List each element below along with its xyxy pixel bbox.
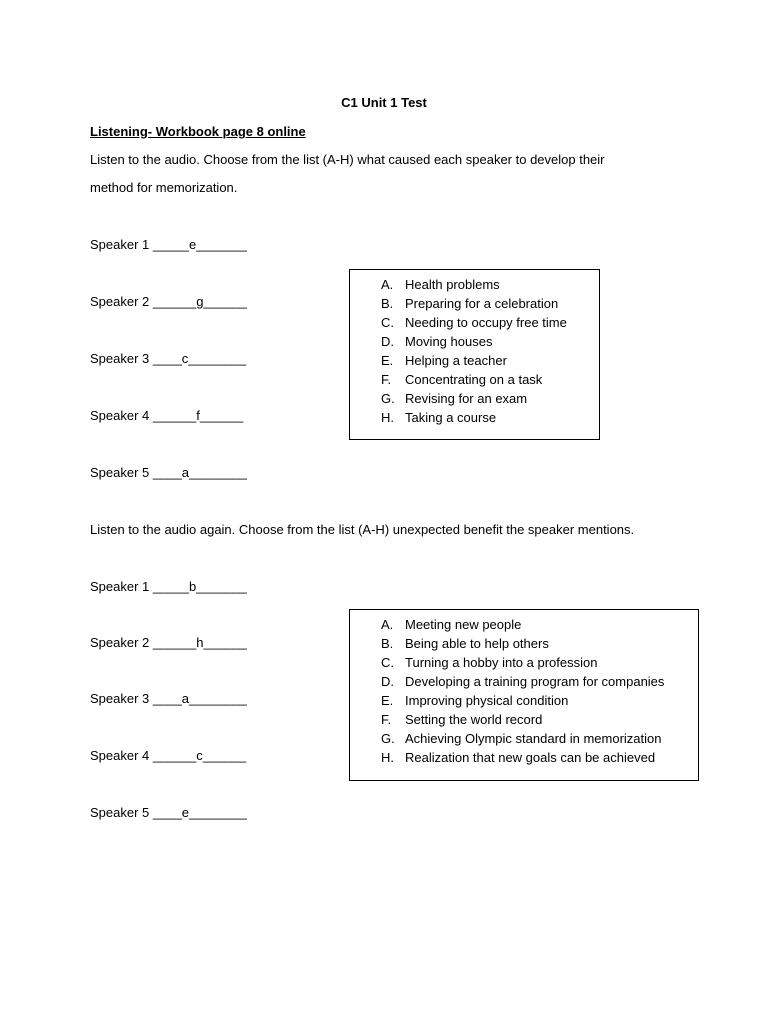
part1-answer-speaker-4: Speaker 4 ______f______	[90, 408, 244, 423]
list-item: E. Helping a teacher	[381, 353, 507, 368]
part2-answer-speaker-5: Speaker 5 ____e________	[90, 805, 247, 820]
part2-answer-speaker-1: Speaker 1 _____b_______	[90, 579, 247, 594]
part1-options-list	[381, 275, 567, 427]
list-item: F. Concentrating on a task	[381, 372, 543, 387]
list-item: C. Needing to occupy free time	[381, 315, 567, 330]
list-item: D. Moving houses	[381, 334, 493, 349]
part1-instruction-line2: method for memorization.	[90, 180, 238, 195]
list-item: C. Turning a hobby into a profession	[381, 655, 598, 670]
list-item: H. Realization that new goals can be achieved	[381, 750, 656, 765]
list-item: B. Preparing for a celebration	[381, 296, 559, 311]
part1-instruction-line1: Listen to the audio. Choose from the list (A-H) what caused each speaker to develop their	[90, 152, 605, 167]
section-heading: Listening- Workbook page 8 online	[90, 124, 306, 139]
part2-answer-speaker-4: Speaker 4 ______c______	[90, 748, 247, 763]
part2-instruction: Listen to the audio again. Choose from the list (A-H) unexpected benefit the speaker mentions.	[90, 522, 635, 537]
part1-answer-speaker-3: Speaker 3 ____c________	[90, 351, 247, 366]
list-item: G. Revising for an exam	[381, 391, 528, 406]
part1-options-box	[349, 269, 600, 440]
list-item: E. Improving physical condition	[381, 693, 569, 708]
part1-answer-speaker-5: Speaker 5 ____a________	[90, 465, 247, 480]
page-title: C1 Unit 1 Test	[341, 95, 427, 110]
part1-answer-speaker-1: Speaker 1 _____e_______	[90, 237, 247, 252]
part2-options-box	[349, 609, 699, 781]
list-item: A. Meeting new people	[381, 617, 522, 632]
list-item: F. Setting the world record	[381, 712, 543, 727]
part2-options-list	[381, 615, 664, 767]
list-item: A. Health problems	[381, 277, 500, 292]
part2-answer-speaker-2: Speaker 2 ______h______	[90, 635, 247, 650]
list-item: D. Developing a training program for companies	[381, 674, 665, 689]
list-item: G. Achieving Olympic standard in memorization	[381, 731, 662, 746]
part2-answer-speaker-3: Speaker 3 ____a________	[90, 691, 247, 706]
part1-answer-speaker-2: Speaker 2 ______g______	[90, 294, 247, 309]
list-item: H. Taking a course	[381, 410, 497, 425]
list-item: B. Being able to help others	[381, 636, 549, 651]
